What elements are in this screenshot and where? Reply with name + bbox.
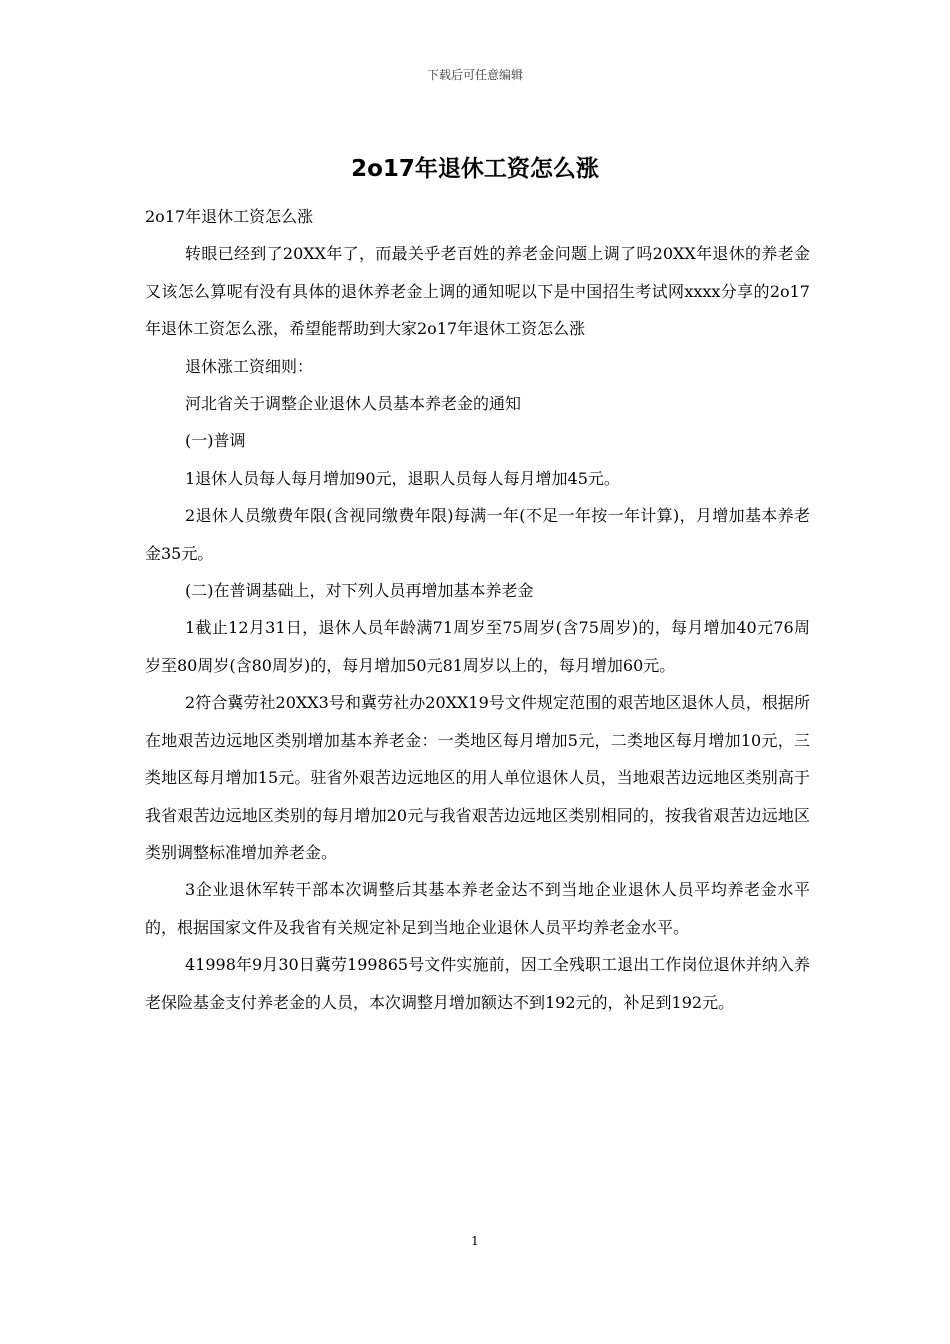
paragraph: 3企业退休军转干部本次调整后其基本养老金达不到当地企业退休人员平均养老金水平的，根据国家文件及我省有关规定补足到当地企业退休人员平均养老金水平。	[145, 880, 810, 937]
paragraph: 2符合冀劳社20XX3号和冀劳社办20XX19号文件规定范围的艰苦地区退休人员，根据所在地艰苦边远地区类别增加基本养老金：一类地区每月增加5元，二类地区每月增加10元，三类地区每月增加15元。驻省外艰苦边远地区的用人单位退休人员，当地艰苦边远地区类别高于我省艰苦边远地区类别的每月增加20元与我省艰苦边远地区类别相同的，按我省艰苦边远地区类别调整标准增加养老金。	[145, 693, 810, 862]
paragraph: (二)在普调基础上，对下列人员再增加基本养老金	[185, 581, 534, 601]
paragraph: (一)普调	[185, 431, 246, 451]
paragraph: 退休涨工资细则：	[185, 356, 314, 376]
paragraph: 41998年9月30日冀劳199865号文件实施前，因工全残职工退出工作岗位退休并纳入养老保险基金支付养老金的人员，本次调整月增加额达不到192元的，补足到192元。	[145, 955, 810, 1012]
paragraph: 1退休人员每人每月增加90元，退职人员每人每月增加45元。	[185, 468, 620, 488]
paragraph: 2o17年退休工资怎么涨	[145, 207, 314, 226]
paragraph: 转眼已经到了20XX年了，而最关乎老百姓的养老金问题上调了吗20XX年退休的养老金又该怎么算呢有没有具体的退休养老金上调的通知呢以下是中国招生考试网xxxx分享的2o17年退休工资怎么涨，希望能帮助到大家2o17年退休工资怎么涨	[145, 244, 810, 339]
document-title: 2o17年退休工资怎么涨	[351, 156, 599, 182]
paragraph: 1截止12月31日，退休人员年龄满71周岁至75周岁(含75周岁)的，每月增加40元76周岁至80周岁(含80周岁)的，每月增加50元81周岁以上的，每月增加60元。	[145, 618, 810, 675]
paragraph: 河北省关于调整企业退休人员基本养老金的通知	[185, 394, 522, 414]
header-note: 下载后可任意编辑	[426, 68, 523, 82]
page-number: 1	[471, 1234, 479, 1248]
paragraph: 2退休人员缴费年限(含视同缴费年限)每满一年(不足一年按一年计算)，月增加基本养老金35元。	[145, 506, 810, 563]
document-body	[145, 198, 810, 1021]
